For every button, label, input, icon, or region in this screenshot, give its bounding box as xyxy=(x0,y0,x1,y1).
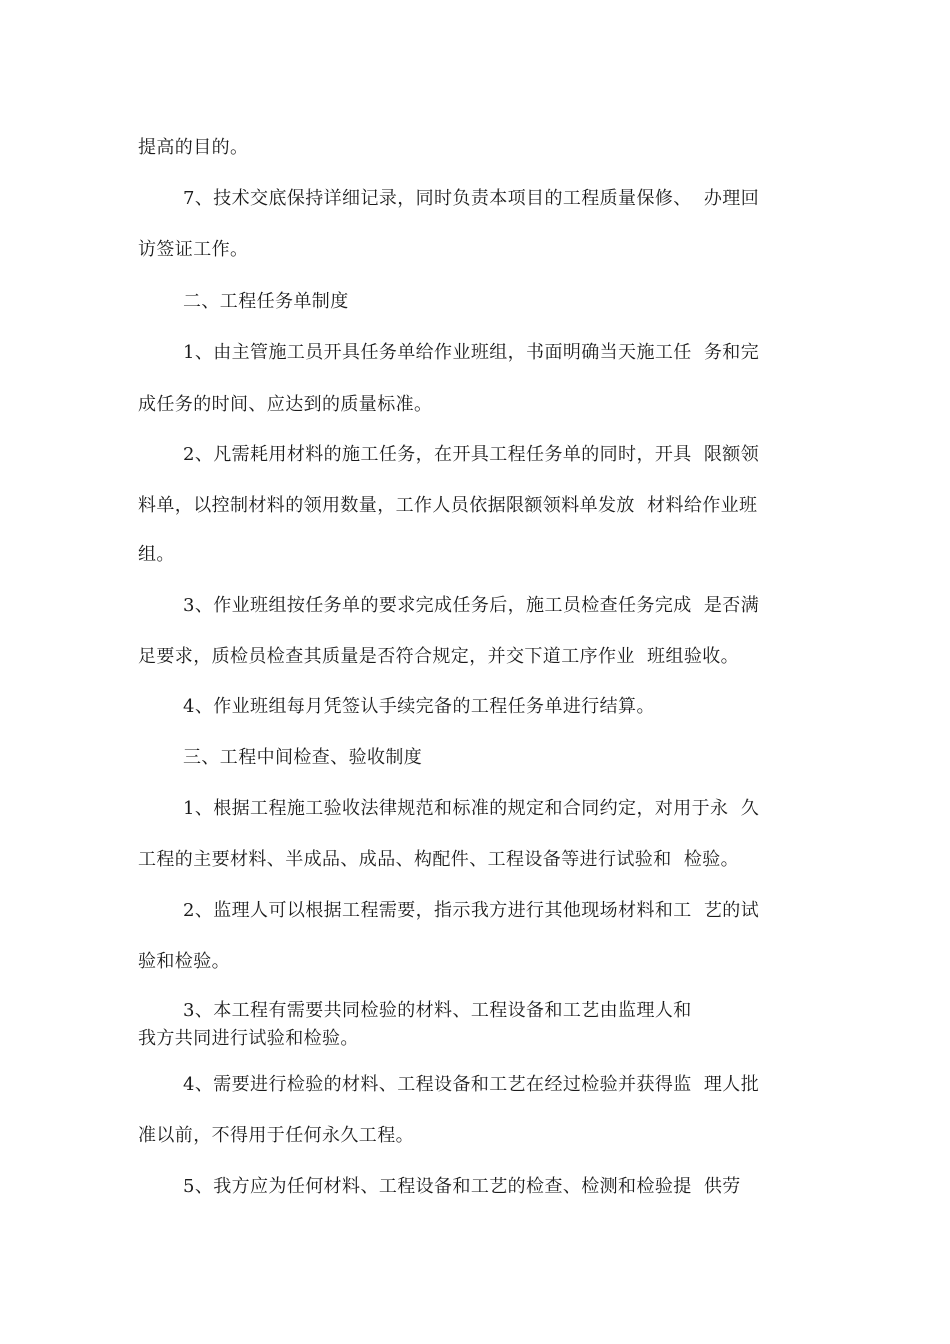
text-line: 工程的主要材料、半成品、成品、构配件、工程设备等进行试验和 检验。 xyxy=(138,849,740,870)
text-line: 访签证工作。 xyxy=(138,239,249,260)
text-line: 7、技术交底保持详细记录，同时负责本项目的工程质量保修、 办理回 xyxy=(183,188,760,209)
section-heading: 三、工程中间检查、验收制度 xyxy=(183,747,423,768)
text-line: 4、需要进行检验的材料、工程设备和工艺在经过检验并获得监 理人批 xyxy=(183,1074,760,1095)
text-line: 5、我方应为任何材料、工程设备和工艺的检查、检测和检验提 供劳 xyxy=(183,1176,741,1197)
text-line: 4、作业班组每月凭签认手续完备的工程任务单进行结算。 xyxy=(183,696,655,717)
text-line: 1、由主管施工员开具任务单给作业班组，书面明确当天施工任 务和完 xyxy=(183,342,760,363)
section-heading: 二、工程任务单制度 xyxy=(183,291,349,312)
text-line: 足要求，质检员检查其质量是否符合规定，并交下道工序作业 班组验收。 xyxy=(138,646,740,667)
text-line: 准以前，不得用于任何永久工程。 xyxy=(138,1125,414,1146)
text-line: 2、监理人可以根据工程需要，指示我方进行其他现场材料和工 艺的试 xyxy=(183,900,760,921)
text-line: 2、凡需耗用材料的施工任务，在开具工程任务单的同时，开具 限额领 xyxy=(183,444,760,465)
text-line: 组。 xyxy=(138,544,175,565)
text-line: 成任务的时间、应达到的质量标准。 xyxy=(138,394,433,415)
text-line: 3、作业班组按任务单的要求完成任务后，施工员检查任务完成 是否满 xyxy=(183,595,760,616)
text-line: 1、根据工程施工验收法律规范和标准的规定和合同约定，对用于永 久 xyxy=(183,798,760,819)
text-line: 验和检验。 xyxy=(138,951,230,972)
text-line: 料单，以控制材料的领用数量，工作人员依据限额领料单发放 材料给作业班 xyxy=(138,495,758,516)
text-line: 3、本工程有需要共同检验的材料、工程设备和工艺由监理人和 xyxy=(183,1000,692,1021)
text-line: 我方共同进行试验和检验。 xyxy=(138,1028,359,1049)
text-line: 提高的目的。 xyxy=(138,137,249,158)
